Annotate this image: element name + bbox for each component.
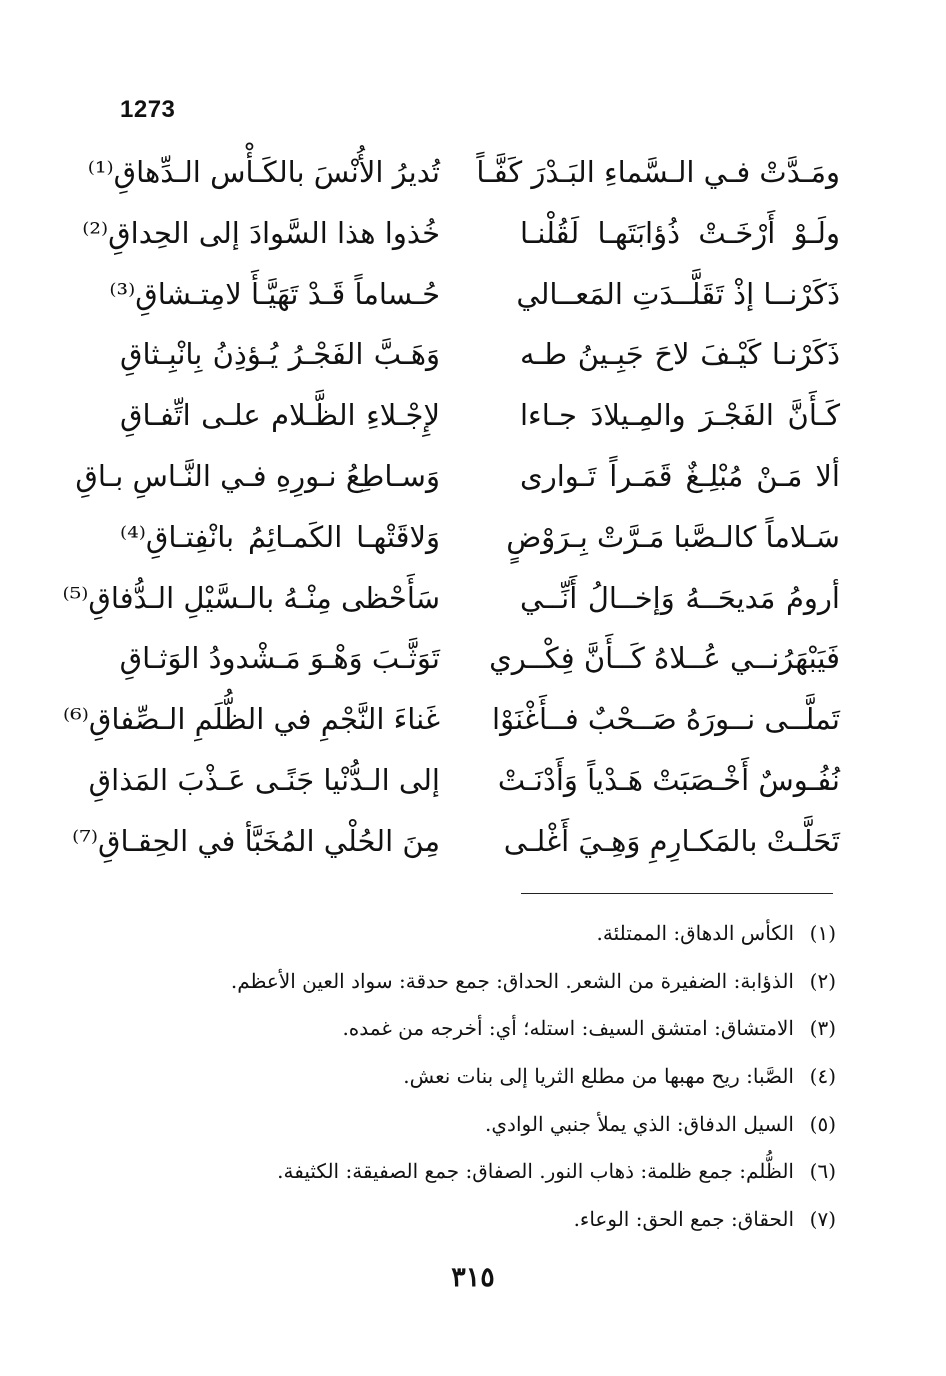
verse-first-hemistich: كَـأَنَّ الفَجْـرَ والمِـيلادَ جـاءا [520,398,840,433]
footnote-text: الذؤابة: الضفيرة من الشعر. الحداق: جمع حدقة: سواد العين الأعظم. [230,968,794,993]
footnote-number: (٢) [809,968,836,993]
verse [88,750,840,811]
verse-second-hemistich: لإِجْـلاءِ الظَّـلام علـى اتِّفـاقِ [120,398,440,433]
footnote [136,1052,836,1100]
footnote [136,957,836,1005]
footnote [136,1004,836,1052]
verse-first-hemistich: ذَكَرْنــا إذْ تَقَلَّــدَتِ المَعــالي [516,276,840,311]
verse-first-hemistich: نُفُـوسٌ أَخْـصَبَتْ هَـدْياً وَأَدْنَـتْ [497,762,840,797]
verse-first-hemistich: ومَـدَّتْ فـي الـسَّماءِ البَـدْرَ كَفَّـاً [476,155,840,189]
footnote-number: (٣) [809,1016,836,1041]
verse-second-hemistich: خُذوا هذا السَّوادَ إلى الحِداقِ⁽²⁾ [82,215,440,250]
footnote-number: (٧) [809,1206,836,1231]
verse-second-hemistich: مِنَ الحُلْي المُخَبَّأ في الحِقـاقِ⁽⁷⁾ [72,823,440,858]
verse-first-hemistich: سَـلاماً كالـصَّبا مَـرَّتْ بِـرَوْضٍ [506,519,840,554]
footnote-text: الحقاق: جمع الحق: الوعاء. [573,1206,794,1231]
verse [87,142,840,203]
poem [62,142,840,872]
verse [120,385,840,446]
footnote-text: الامتشاق: امتشق السيف: استله؛ أي: أخرجه من غمده. [342,1016,794,1041]
verse [82,203,840,264]
verse-second-hemistich: وَسـاطِعُ نـورِهِ فـي النَّـاسِ بـاقِ [75,458,440,493]
page-number: ٣١٥ [451,1262,495,1293]
verse-second-hemistich: حُـساماً قَـدْ تَهَيَّـأَ لامِتـشاقِ⁽³⁾ [109,276,440,311]
footnote-number: (٤) [809,1063,836,1088]
verse-second-hemistich: غَناءَ النَّجْمِ في الظُّلَمِ الـصِّفاقِ⁽⁶⁾ [63,702,440,737]
verse [120,324,840,385]
footnote-text: السيل الدفاق: الذي يملأ جنبي الوادي. [485,1111,794,1136]
footnote-text: الكأس الدهاق: الممتلئة. [596,920,794,945]
verse-second-hemistich: سَأَحْظى مِنْـهُ بالـسَّيْلِ الـدُّفاقِ⁽⁵⁾ [62,580,440,615]
verse [109,264,840,325]
verse [120,507,840,568]
footnote-number: (٦) [809,1159,836,1184]
verse [120,628,840,689]
verse [63,689,840,750]
verse-first-hemistich: ذَكَرْنـا كَيْـفَ لاحَ جَبِـينُ طـه [520,337,840,372]
footnote-separator [521,893,833,894]
verse-first-hemistich: أرومُ مَديحَــهُ وَإخــالُ أَنِّــي [520,580,840,615]
verse-first-hemistich: فَيَبْهَرُنــي عُــلاهُ كَــأَنَّ فِكْــري [489,641,840,676]
verse-first-hemistich: تَملَّــى نــورَهُ صَــحْبٌ فــأَغْنَوْا [492,702,840,737]
verse-second-hemistich: تُديرُ الأُنْسَ بالكَـأْس الـدِّهاقِ⁽¹⁾ [87,155,440,189]
footnote-text: الصَّبا: ريح مهبها من مطلع الثريا إلى بنات نعش. [403,1063,794,1088]
verse [62,568,840,629]
verse-second-hemistich: وَلاقَتْهـا الكَمـائِمُ بانْفِتـاقِ⁽⁴⁾ [120,519,440,554]
footnote-text: الظُّلم: جمع ظلمة: ذهاب النور. الصفاق: جمع الصفيقة: الكثيفة. [277,1159,794,1184]
verse-second-hemistich: وَهَـبَّ الفَجْـرُ يُـؤذِنُ بِانْبِـثاقِ [120,337,440,372]
page-id: 1273 [120,96,176,123]
footnote-number: (٥) [809,1111,836,1136]
verse-second-hemistich: إلى الـدُّنْيا جَنًـى عَـذْبَ المَذاقِ [88,762,440,797]
footnote [136,909,836,957]
verse-second-hemistich: تَوَثَّـبَ وَهْـوَ مَـشْدودُ الوَثـاقِ [119,641,440,676]
footnote [136,1100,836,1148]
verse [75,446,840,507]
verse-first-hemistich: تَحَلَّـتْ بالمَكـارِمِ وَهِـيَ أَغْلـى [503,823,840,858]
footnote-number: (١) [809,920,836,945]
verse [72,811,840,872]
verse-first-hemistich: ولَـوْ أَرْخَـتْ ذُؤابَتَهـا لَقُلْنـا [520,215,840,250]
footnote [136,1195,836,1243]
footnotes [136,909,836,1243]
verse-first-hemistich: ألا مَـنْ مُبْلِـغٌ قَمَـراً تَـوارى [520,458,840,493]
footnote [136,1147,836,1195]
